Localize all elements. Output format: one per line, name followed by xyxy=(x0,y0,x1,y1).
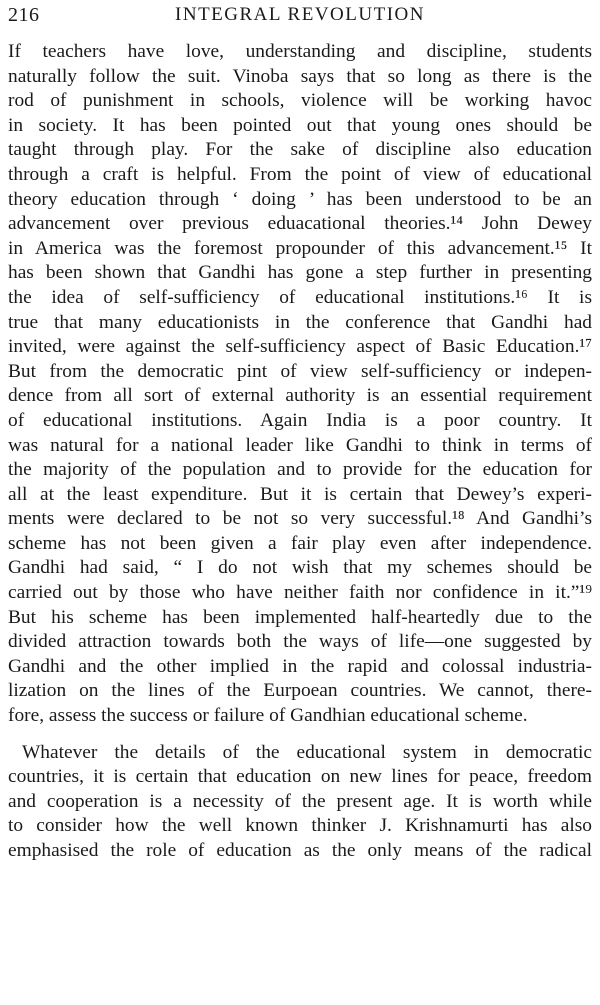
text-line: dence from all sort of external authority is an essential requirement xyxy=(8,385,592,407)
text-line: to consider how the well known thinker J. Krishnamurti has also xyxy=(8,815,592,837)
text-line: advancement over previous eduacational theories.¹⁴ John Dewey xyxy=(8,213,592,235)
text-line: through a craft is helpful. From the point of view of educational xyxy=(8,163,592,185)
text-line: and cooperation is a necessity of the present age. It is worth while xyxy=(8,790,592,812)
text-line: carried out by those who have neither faith nor confidence in it.”¹⁹ xyxy=(8,582,592,604)
page-number: 216 xyxy=(8,4,40,26)
text-line: rod of punishment in schools, violence will be working havoc xyxy=(8,90,592,112)
body-text xyxy=(8,40,592,864)
running-title: INTEGRAL REVOLUTION xyxy=(175,4,425,25)
text-line: ments were declared to be not so very successful.¹⁸ And Gandhi’s xyxy=(8,508,592,530)
paragraph xyxy=(8,741,592,864)
text-line: in society. It has been pointed out that young ones should be xyxy=(8,114,592,136)
page-header xyxy=(0,2,600,30)
text-line: lization on the lines of the Eurpoean countries. We cannot, there- xyxy=(8,680,592,702)
text-line: Whatever the details of the educational system in democratic xyxy=(22,741,592,763)
text-line: Gandhi and the other implied in the rapid and colossal industria- xyxy=(8,655,592,677)
text-line: taught through play. For the sake of discipline also education xyxy=(8,139,592,161)
text-line: all at the least expenditure. But it is certain that Dewey’s experi- xyxy=(8,483,592,505)
text-line: Gandhi had said, “ I do not wish that my schemes should be xyxy=(8,557,592,579)
text-line: the idea of self-sufficiency of educational institutions.¹⁶ It is xyxy=(8,286,592,308)
text-line: true that many educationists in the conference that Gandhi had xyxy=(8,311,592,333)
text-line: fore, assess the success or failure of Gandhian educational scheme. xyxy=(8,705,528,727)
text-line: the majority of the population and to provide for the education for xyxy=(8,459,592,481)
text-line: But his scheme has been implemented half-heartedly due to the xyxy=(8,606,592,628)
text-line: has been shown that Gandhi has gone a step further in presenting xyxy=(8,262,592,284)
text-line: of educational institutions. Again India is a poor country. It xyxy=(8,409,592,431)
text-line: was natural for a national leader like Gandhi to think in terms of xyxy=(8,434,592,456)
text-line: scheme has not been given a fair play even after independence. xyxy=(8,532,592,554)
paragraph xyxy=(8,40,592,729)
text-line: invited, were against the self-sufficiency aspect of Basic Education.¹⁷ xyxy=(8,336,592,358)
text-line: in America was the foremost propounder of this advancement.¹⁵ It xyxy=(8,237,592,259)
text-line: But from the democratic pint of view self-sufficiency or indepen- xyxy=(8,360,592,382)
text-line: theory education through ‘ doing ’ has been understood to be an xyxy=(8,188,592,210)
text-line: divided attraction towards both the ways of life—one suggested by xyxy=(8,631,592,653)
text-line: naturally follow the suit. Vinoba says that so long as there is the xyxy=(8,65,592,87)
text-line: countries, it is certain that education on new lines for peace, freedom xyxy=(8,766,592,788)
paragraph-gap xyxy=(8,729,592,741)
text-line: If teachers have love, understanding and discipline, students xyxy=(8,41,592,62)
text-line: emphasised the role of education as the only means of the radical xyxy=(8,840,592,861)
